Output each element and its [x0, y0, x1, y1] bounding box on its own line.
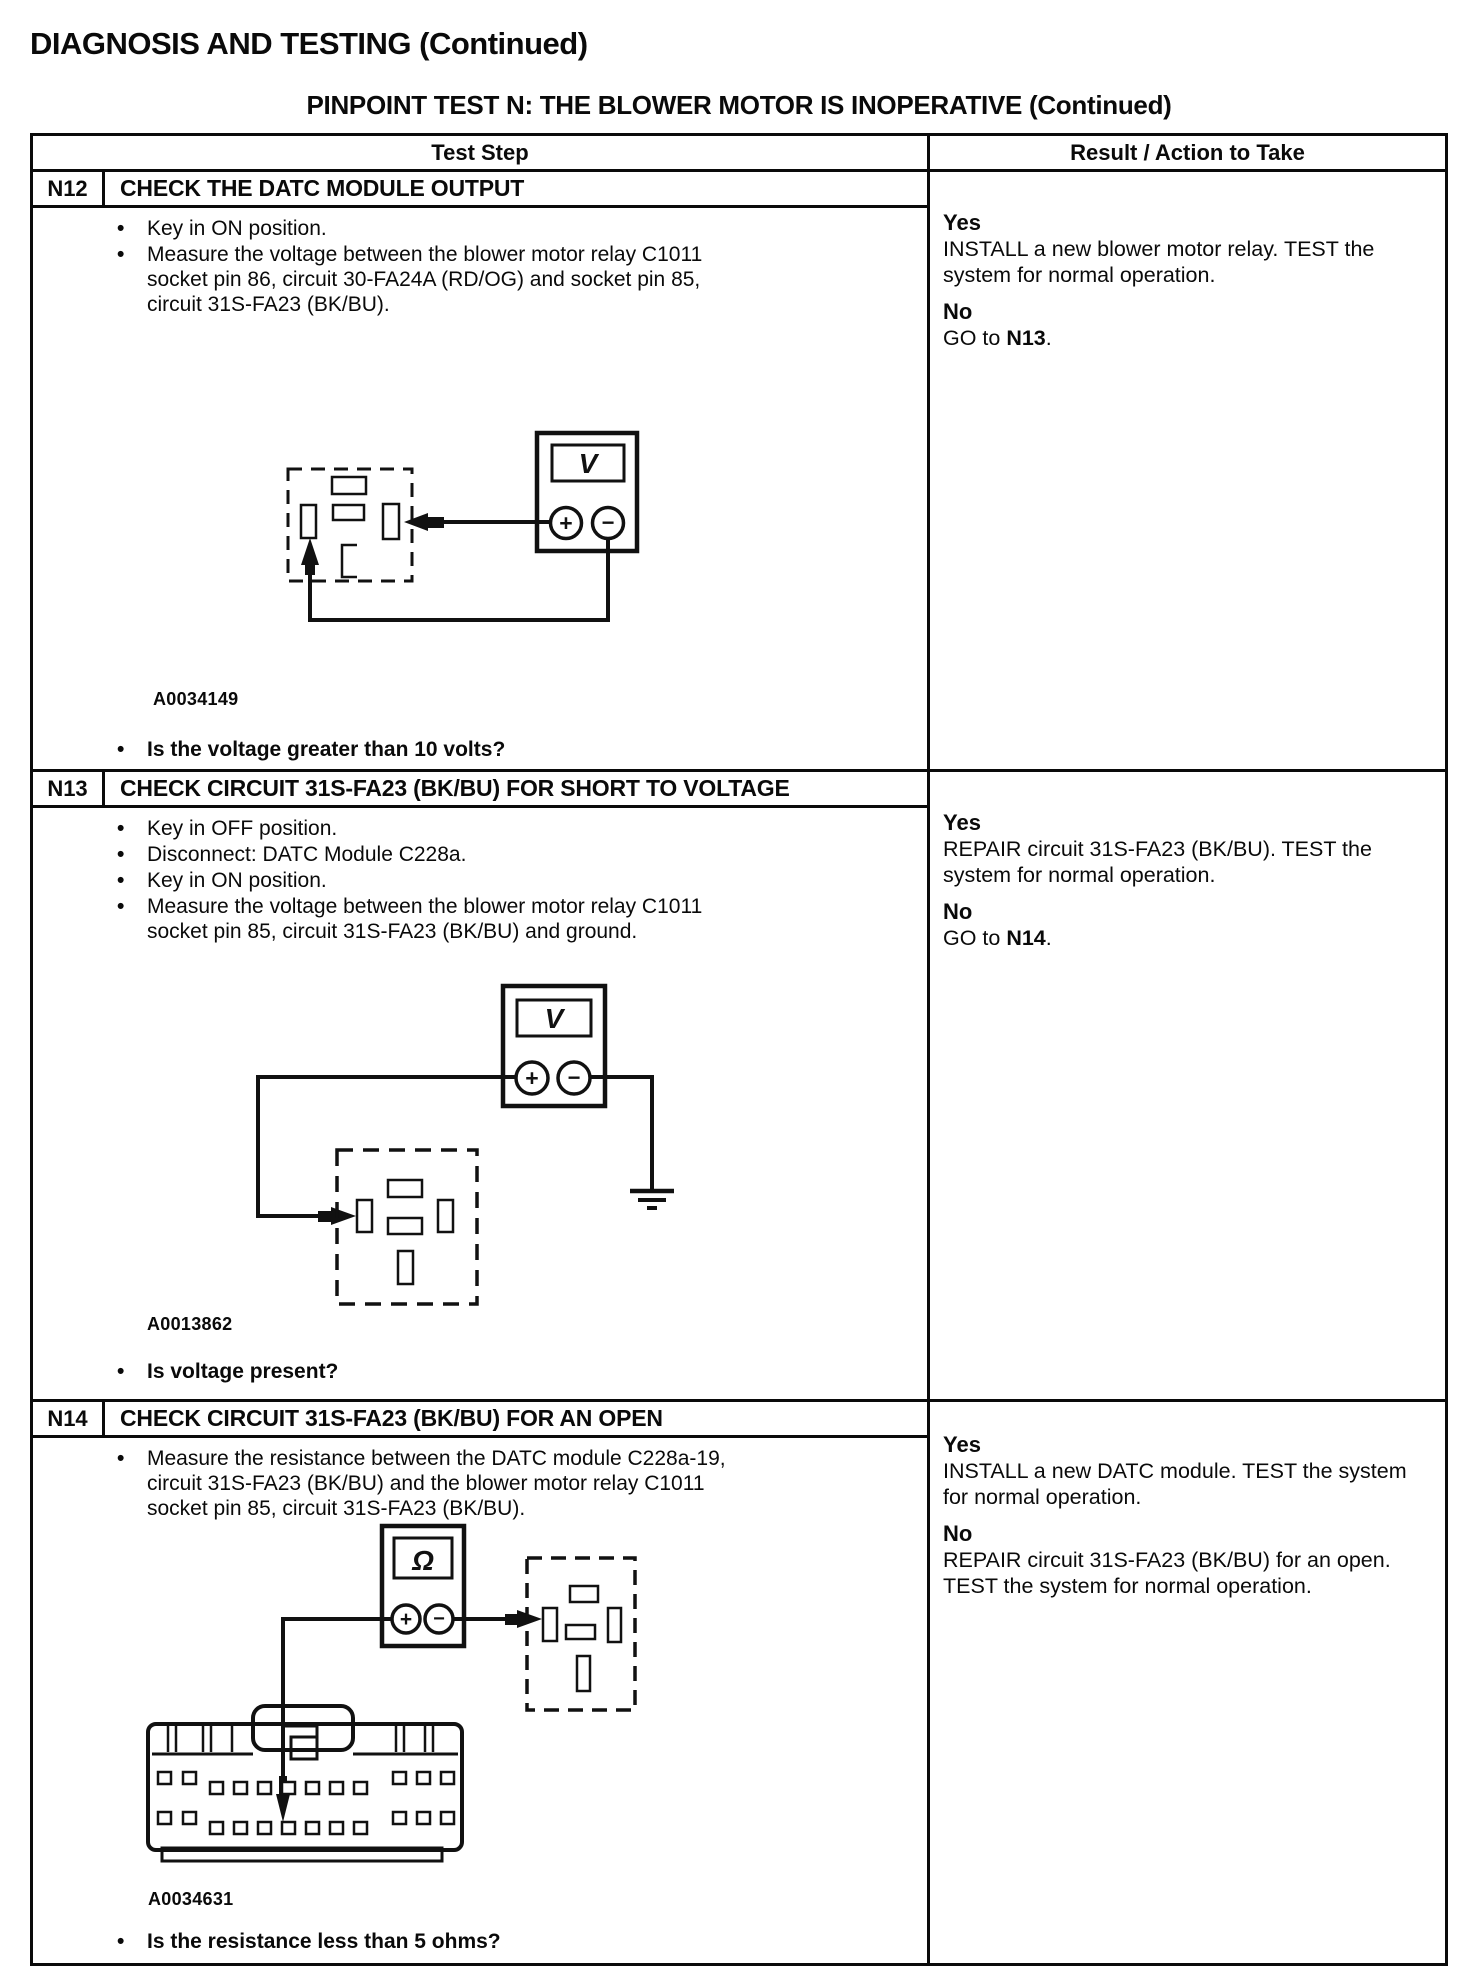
figure-id: A0034149: [153, 689, 239, 709]
test-step-cell-n14: [33, 1402, 930, 1963]
step-header-n12: [33, 172, 927, 208]
step-instructions: [33, 1438, 927, 1521]
instruction-item: • Measure the voltage between the blower motor relay C1011 socket pin 85, circuit 31S-FA23 (BK/BU) and ground.: [147, 894, 739, 944]
yes-action: INSTALL a new blower motor relay. TEST the system for normal operation.: [943, 237, 1375, 287]
step-question: [117, 1930, 501, 1954]
test-row-n13: [33, 772, 1445, 1402]
meter-display-symbol: V: [544, 1003, 564, 1034]
yes-action: REPAIR circuit 31S-FA23 (BK/BU). TEST the system for normal operation.: [943, 837, 1372, 887]
ground-icon: [630, 1191, 674, 1208]
no-action: [943, 325, 1431, 351]
result-cell-n13: [930, 772, 1445, 1399]
question-text: Is the voltage greater than 10 volts?: [147, 738, 506, 761]
meter-display-symbol: Ω: [412, 1545, 434, 1576]
column-header-result: Result / Action to Take: [1070, 139, 1305, 165]
step-question: [117, 738, 505, 762]
step-header-n14: [33, 1402, 927, 1438]
ohmmeter-connector-diagram: [138, 1522, 658, 1874]
instruction-item: • Measure the resistance between the DATC module C228a-19, circuit 31S-FA23 (BK/BU) and the blower motor relay C1011 socket pin 85, circuit 31S-FA23 (BK/BU).: [147, 1446, 739, 1521]
no-label: No: [943, 1521, 973, 1546]
result-cell-n12: [930, 172, 1445, 769]
yes-label: Yes: [943, 1432, 981, 1457]
instruction-item: • Key in OFF position.: [147, 816, 739, 841]
figure-id: A0013862: [147, 1314, 233, 1334]
page-subtitle: PINPOINT TEST N: THE BLOWER MOTOR IS INOPERATIVE (Continued): [306, 90, 1172, 120]
step-id: N12: [33, 172, 105, 205]
voltmeter-relay-diagram: [280, 429, 680, 679]
step-body-n13: [33, 808, 927, 1399]
plus-terminal: +: [525, 1065, 539, 1091]
yes-label: Yes: [943, 810, 981, 835]
minus-terminal: −: [601, 510, 615, 535]
datc-connector-icon: [148, 1706, 462, 1861]
probe-arrow-icon: [301, 538, 319, 575]
step-title: CHECK CIRCUIT 31S-FA23 (BK/BU) FOR SHORT TO VOLTAGE: [120, 775, 790, 801]
question-text: Is voltage present?: [147, 1360, 339, 1383]
minus-terminal: −: [567, 1065, 581, 1090]
test-row-n12: [33, 172, 1445, 772]
relay-socket-icon: [527, 1558, 635, 1710]
result-cell-n14: [930, 1402, 1445, 1963]
no-action: REPAIR circuit 31S-FA23 (BK/BU) for an open. TEST the system for normal operation.: [943, 1548, 1391, 1598]
no-action-prefix: GO to: [943, 326, 1007, 350]
voltmeter-ground-diagram: [248, 982, 680, 1314]
goto-step-ref: N13: [1006, 326, 1046, 350]
plus-terminal: +: [559, 510, 573, 536]
meter-display-symbol: V: [578, 448, 598, 479]
step-body-n12: [33, 208, 927, 769]
step-instructions: [33, 808, 927, 944]
step-id: N13: [33, 772, 105, 805]
test-step-cell-n12: [33, 172, 930, 769]
instruction-item: • Key in ON position.: [147, 216, 739, 241]
step-title: CHECK CIRCUIT 31S-FA23 (BK/BU) FOR AN OPEN: [120, 1405, 663, 1431]
pinpoint-test-table: [30, 133, 1448, 1966]
plus-terminal: +: [399, 1608, 413, 1631]
test-row-n14: [33, 1402, 1445, 1963]
instruction-item: • Measure the voltage between the blower motor relay C1011 socket pin 86, circuit 30-FA24A (RD/OG) and socket pin 85, circuit 31S-FA23 (BK/BU).: [147, 242, 739, 317]
no-action-suffix: .: [1045, 926, 1052, 950]
figure-id: A0034631: [148, 1889, 234, 1909]
instruction-item: • Key in ON position.: [147, 868, 739, 893]
probe-arrow-icon: [404, 513, 444, 531]
probe-arrow-icon: [505, 1610, 542, 1628]
table-header-row: [33, 136, 1445, 172]
instruction-item: • Disconnect: DATC Module C228a.: [147, 842, 739, 867]
goto-step-ref: N14: [1006, 926, 1046, 950]
test-step-cell-n13: [33, 772, 930, 1399]
minus-terminal: −: [433, 1608, 445, 1630]
step-id: N14: [33, 1402, 105, 1435]
step-body-n14: [33, 1438, 927, 1963]
no-label: No: [943, 299, 973, 324]
voltmeter-icon: [503, 986, 605, 1106]
no-action: [943, 925, 1431, 951]
relay-socket-icon: [337, 1150, 477, 1304]
ohmmeter-icon: [382, 1526, 464, 1646]
voltmeter-icon: [537, 433, 637, 551]
step-header-n13: [33, 772, 927, 808]
column-header-test-step: Test Step: [33, 136, 930, 169]
step-instructions: [33, 208, 927, 317]
page-title: DIAGNOSIS AND TESTING (Continued): [30, 26, 588, 61]
yes-action: INSTALL a new DATC module. TEST the system for normal operation.: [943, 1459, 1407, 1509]
no-action-prefix: GO to: [943, 926, 1007, 950]
no-action-suffix: .: [1045, 326, 1052, 350]
question-text: Is the resistance less than 5 ohms?: [147, 1930, 501, 1953]
step-question: [117, 1360, 338, 1384]
step-title: CHECK THE DATC MODULE OUTPUT: [120, 175, 525, 201]
test-lead-wire: [590, 1077, 652, 1190]
yes-label: Yes: [943, 210, 981, 235]
no-label: No: [943, 899, 973, 924]
